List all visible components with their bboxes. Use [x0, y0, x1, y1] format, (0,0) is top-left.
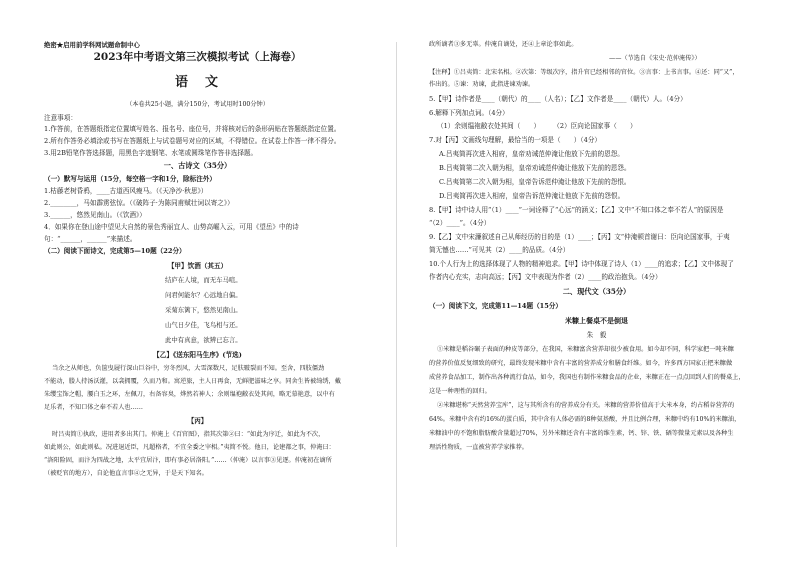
notes-title: 注意事项： — [44, 114, 77, 122]
section-heading: 一、古诗文（35分） — [163, 161, 232, 170]
poem-line: 此中有真意，欲辨已忘言。 — [165, 336, 242, 344]
part-title: （一）阅读下文，完成第11—14题（15分） — [429, 302, 563, 310]
article-line: 成营养食品加工，制作出各种流行食品，如今，我国也有制作米糠食品的企业，米糠正在一点点回到人们的餐桌上， — [429, 374, 745, 381]
article-line: 理活性物质，一直被营养学家推荐。 — [429, 444, 528, 451]
column-divider — [396, 42, 397, 547]
article-line: 的营养价值反复细致的研究，最终发现米糠中含有丰富的营养成分和膳食纤维。如今，许多西方国家正把米糠做 — [429, 360, 733, 367]
passage-source: ——（节选自《宋史·范仲淹传》） — [609, 55, 701, 62]
option-b: B.吕夷简第二次入朝为相，皇帝劝诫范仲淹让他放下先前的恩怨。 — [439, 164, 631, 172]
article-line: 米糠油中的不饱和脂肪酸含量超过70%，另外米糠还含有丰富的维生素，钙、锌、铁、硒等微量元素以及各种生 — [429, 430, 734, 437]
passage-line: 政所谪者③多无辜。仲淹自谪处，还④上章论事如此。 — [429, 41, 578, 48]
article-line: ①米糠是稻谷碾子表面的种皮等部分，在我国，米糠富含营养却很少被食用。如今却不同，科学家把一吨米糠 — [437, 346, 734, 353]
article-line: ②米糠堪称“天然营养宝库”，这与其所含有的营养成分有关。米糠的营养价值高于大米本身，约占稻谷营养的 — [437, 402, 735, 409]
passage-line: 足乐者，不知口体之奉不若人也…… — [44, 404, 143, 411]
question-4-continued: 句：“______，______”来描述。 — [44, 235, 137, 243]
article-line: 64%。米糠中含有约16%的蛋白质，其中含有人体必需的8种氨基酸，并且比例合理，米糠中约有10%的米糠油， — [429, 416, 741, 423]
passage-title: 【乙】《送东阳马生序》(节选) — [153, 351, 242, 359]
question-2: 2.________，马如霹雳弦惊。（《破阵子·为陈同甫赋壮词以寄之》） — [44, 199, 234, 207]
article-line: 这是一种理性的回归。 — [429, 388, 491, 395]
question-9: 9.【乙】文中宋濂叙述自己从师经历的目的是（1）____；【丙】文“仲淹顿首谢曰：臣向论国家事，于夷 — [429, 233, 730, 241]
passage-title: 【丙】 — [187, 417, 208, 425]
article-title: 米糠上餐桌不是倒退 — [565, 316, 628, 325]
part-title: （二）阅读下面诗文，完成第5—10题（22分） — [44, 247, 186, 255]
question-3: 3.______，悠然见南山。（《饮酒》） — [44, 211, 146, 219]
question-6-items: （1）余则缊袍敝衣处其间（ ） （2）臣向论国家事（ ） — [437, 122, 637, 130]
question-6: 6.解释下列加点词。（4分） — [429, 109, 509, 117]
poem-line: 山气日夕佳，飞鸟相与还。 — [165, 321, 242, 329]
left-page — [0, 0, 395, 562]
question-1: 1.枯藤老树昏鸦，____古道西风瘦马。（《天净沙·秋思》） — [44, 187, 208, 195]
article-author: 朱 毅 — [586, 331, 607, 339]
question-4: 4．如果你在登山途中望见大自然的景色秀丽宜人、山势高崛入云，可用《望岳》中的诗 — [44, 223, 299, 231]
passage-line: 朱缨宝饰之帽，腰白玉之环，左佩刀，右备容臭，烨然若神人；余则缊袍敝衣处其间，略无慕艳意，以中有 — [44, 391, 335, 398]
passage-line: 当余之从师也，负箧曳屣行深山巨谷中，穷冬烈风，大雪深数尺，足肤皲裂而不知。至舍，四肢僵劲 — [52, 365, 325, 372]
passage-line: “洛阳险固，而汴为四战之地，太平宜居汴，即有事必居洛阳。”……（仲淹）以言事③见逐。仲淹初在谪所 — [44, 457, 332, 464]
poem-title: 【甲】饮酒（其五） — [167, 262, 228, 270]
exam-info: （本卷共25小题，满分150分，考试用时100分钟） — [126, 101, 269, 108]
passage-line: 不能动，媵人持汤沃灌，以衾拥覆，久而乃和。寓逆旅，主人日再食，无鲜肥滋味之享。同舍生皆被绮绣，戴 — [44, 378, 341, 385]
annotation-line: 【注释】①吕夷简：北宋名相。②次第：等级次序，指升官已经相邻的官位。③言事：上书言事。④还：同“又”， — [429, 69, 739, 76]
note-3: 3.用2B铅笔作答选择题，用黑色字迹钢笔、水笔或圆珠笔作答非选择题。 — [44, 149, 258, 157]
question-8-continued: “（2）____”。（4分） — [429, 219, 491, 227]
note-2: 2.所有作答务必填涂或书写在答题纸上与试卷题号对应的区域，不得错位。在试卷上作答一律不得分。 — [44, 137, 341, 145]
passage-line: 如此则公，如此则私。况进退近臣，凡超格者，不宜全委之宰相。”夷简不悦。他日，论建都之事，仲淹曰： — [44, 444, 335, 451]
exam-title: 2023年中考语文第三次模拟考试（上海卷） — [93, 51, 302, 63]
passage-line: 时吕夷简①执政，进用者多出其门。仲淹上《百官图》，指其次第②曰：“如此为序迁，如此为不次， — [52, 431, 325, 438]
section-heading: 二、现代文（35分） — [562, 287, 631, 296]
right-page — [399, 0, 794, 562]
confidential-header: 绝密★启用前学科网试题命制中心 — [44, 41, 140, 49]
question-5: 5.【甲】诗作者是____（朝代）的____（人名）；【乙】文作者是____（朝代）人。（4分） — [429, 95, 687, 103]
poem-line: 采菊东篱下，悠然见南山。 — [165, 306, 242, 314]
question-10-continued: 作者内心充实，志向高远；【丙】文中表现为作者（2）____的政治抱负。（4分） — [429, 273, 662, 281]
part-title: （一）默写与运用（15分，每空格一字和1分，除标注外） — [44, 175, 217, 183]
passage-line: （被贬官的地方），自论他直言事④之无异，于是天下知名。 — [44, 470, 208, 477]
annotation-line: 作出的。⑤谏：劝谏，此指进谏劝谏。 — [429, 81, 535, 88]
question-9-continued: 简无憾也……”可见其（2）____的品质。（4分） — [429, 246, 570, 254]
question-7: 7.对【丙】文画线句理解，最恰当的一项是（ ）（4分） — [429, 136, 602, 144]
question-10: 10.个人行为上的选择体现了人物的精神追求。【甲】诗中体现了诗人（1）____的追求；【乙】文中体现了 — [429, 260, 734, 268]
subject-title: 语 文 — [174, 75, 220, 90]
option-c: C.吕夷简第二次入朝为相，皇帝告诉范仲淹让他放下先前的怨恨。 — [439, 178, 631, 186]
poem-line: 问君何能尔？心远地自偏。 — [165, 291, 242, 299]
poem-line: 结庐在人境，而无车马喧。 — [165, 276, 242, 284]
option-d: D.吕夷简再次进入相府，皇帝告诉范仲淹让他放下先前的怨恨。 — [439, 192, 625, 200]
note-1: 1.作答前，在答题纸指定位置填写姓名、报名号、座位号，并将核对后的条形码贴在答题纸指定位置。 — [44, 125, 341, 133]
question-8: 8.【甲】诗中诗人用“（1）____”一词诠释了“心远”的涵义；【乙】文中“不知口体之奉不若人”的原因是 — [429, 206, 724, 214]
option-a: A.吕夷简再次进入相府，皇帝劝诫范仲淹让他放下先前的恩怨。 — [439, 150, 624, 158]
